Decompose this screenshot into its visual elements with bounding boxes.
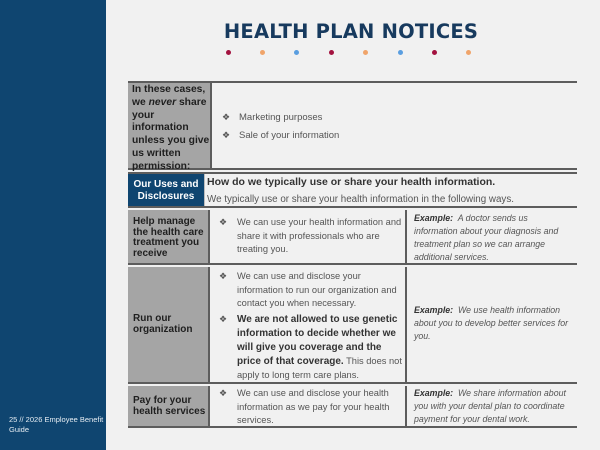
page-title: HEALTH PLAN NOTICES [223,20,479,43]
row-description: ❖ We can use and disclose your information to run our organization and contact you when necessary. ❖ We are not allowed to use genetic information to decide whether we will give you coverage and the price of that coverage. This does not apply to long term care plans. [212,267,407,382]
decorative-dots [0,50,600,58]
decorative-dot [398,50,403,55]
row-description: ❖ We can use and disclose your health information as we pay for your health services. [212,386,407,426]
divider [204,174,205,206]
never-share-list: ❖ Marketing purposes ❖ Sale of your information [222,112,340,141]
decorative-dot [226,50,231,55]
uses-question: How do we typically use or share your health information. [207,176,496,188]
decorative-dot [363,50,368,55]
decorative-dot [466,50,471,55]
row-description: ❖ We can use your health information and share it with professionals who are treating you. [212,210,407,263]
table-row [128,386,577,428]
row-example: Example: A doctor sends us information about your diagnosis and treatment plan so we can arrange additional services. [414,213,559,262]
diamond-bullet-icon: ❖ [219,388,228,398]
page-footer: 25 // 2026 Employee Benefit Guide [9,415,104,434]
diamond-bullet-icon: ❖ [222,130,231,140]
row-header: Help manage the health care treatment you receive [128,210,210,263]
uses-disclosures-header-row [128,172,577,208]
row-header: Run our organization [128,267,210,382]
uses-subtitle: We typically use or share your health information in the following ways. [207,194,514,205]
never-share-header: In these cases, we never share your information unless you give us written permission: [128,83,212,168]
decorative-dot [260,50,265,55]
decorative-dot [329,50,334,55]
never-share-row [128,81,577,170]
diamond-bullet-icon: ❖ [219,271,228,281]
table-row [128,210,577,265]
row-example: Example: We share information about you with your dental plan to coordinate payment for your dental work. [414,388,566,424]
row-example: Example: We use health information about you to develop better services for you. [414,305,569,341]
row-header: Pay for your health services [128,386,210,426]
decorative-dot [294,50,299,55]
diamond-bullet-icon: ❖ [222,112,231,122]
decorative-dot [432,50,437,55]
page-header [220,20,482,43]
sidebar-band [0,0,106,450]
diamond-bullet-icon: ❖ [219,314,228,324]
table-row [128,267,577,384]
diamond-bullet-icon: ❖ [219,217,228,227]
uses-disclosures-label: Our Uses and Disclosures [128,174,204,206]
